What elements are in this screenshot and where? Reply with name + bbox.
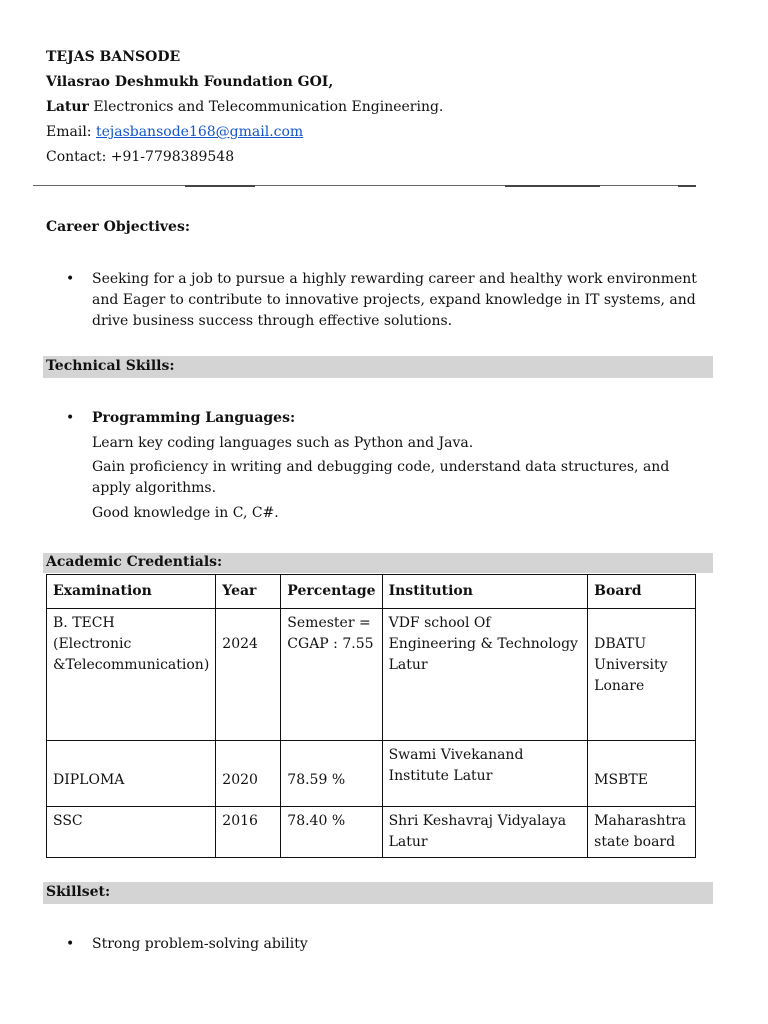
percentage-cell <box>281 609 382 741</box>
table-row <box>47 609 696 741</box>
bullet: • <box>66 271 75 287</box>
institution-cell: Shri Keshavraj Vidyalaya Latur <box>382 807 588 858</box>
board-cell <box>588 609 696 741</box>
programming-subheading: Programming Languages: <box>92 410 296 426</box>
cell-text: University <box>594 657 668 673</box>
academic-heading: Academic Credentials: <box>46 554 223 570</box>
career-objective-text: Seeking for a job to pursue a highly rewarding career and healthy work environment and Eager to contribute to innovative projects, expand knowledge in IT systems, and drive business success through effective solutions. <box>92 271 697 329</box>
email-line <box>46 122 303 143</box>
email-link[interactable]: tejasbansode168@gmail.com <box>95 124 304 140</box>
skillset-item: Strong problem-solving ability <box>92 936 308 952</box>
cell-text: 2024 <box>222 636 258 652</box>
skill-line: Gain proficiency in writing and debugging code, understand data structures, and apply algorithms. <box>92 459 670 496</box>
bullet: • <box>66 936 75 952</box>
percentage-cell <box>281 741 382 807</box>
divider-segment <box>185 185 255 187</box>
skill-line: Good knowledge in C, C#. <box>92 505 279 521</box>
table-row <box>47 807 696 858</box>
cell-text: Lonare <box>594 678 645 694</box>
cell-text: Semester = <box>287 615 371 631</box>
column-header: Board <box>588 575 696 609</box>
bullet: • <box>66 410 75 426</box>
cell-text: (Electronic <box>53 636 132 652</box>
institution-cell: Swami Vivekanand Institute Latur <box>382 741 588 807</box>
department-line <box>46 97 443 118</box>
location-text: Latur <box>46 99 89 115</box>
percentage-cell: 78.40 % <box>281 807 382 858</box>
exam-cell <box>47 609 216 741</box>
board-cell: Maharashtra state board <box>588 807 696 858</box>
cell-text: DIPLOMA <box>53 772 125 788</box>
exam-cell: SSC <box>47 807 216 858</box>
career-heading: Career Objectives: <box>46 219 191 235</box>
technical-heading: Technical Skills: <box>46 358 175 374</box>
section-band <box>43 882 713 904</box>
column-header: Percentage <box>281 575 382 609</box>
skillset-heading: Skillset: <box>46 884 111 900</box>
email-label: Email: <box>46 124 96 140</box>
cell-text: 78.59 % <box>287 772 346 788</box>
column-header: Year <box>216 575 281 609</box>
cell-text: &Telecommunication) <box>53 657 210 673</box>
board-cell <box>588 741 696 807</box>
cell-text: 2020 <box>222 772 258 788</box>
year-cell <box>216 741 281 807</box>
column-header: Institution <box>382 575 588 609</box>
cell-text: B. TECH <box>53 615 115 631</box>
divider-segment <box>505 185 600 187</box>
year-cell: 2016 <box>216 807 281 858</box>
divider-segment <box>678 185 696 187</box>
table-header-row <box>47 575 696 609</box>
cell-text: CGAP : 7.55 <box>287 636 374 652</box>
exam-cell <box>47 741 216 807</box>
table-row <box>47 741 696 807</box>
column-header: Examination <box>47 575 216 609</box>
department-text: Electronics and Telecommunication Engineering. <box>88 99 444 115</box>
year-cell <box>216 609 281 741</box>
cell-text: MSBTE <box>594 772 648 788</box>
academic-table <box>46 574 696 858</box>
cell-text: DBATU <box>594 636 647 652</box>
institution-cell: VDF school Of Engineering & Technology Latur <box>382 609 588 741</box>
candidate-name: TEJAS BANSODE <box>46 49 181 65</box>
contact-line: Contact: +91-7798389548 <box>46 149 235 165</box>
institute-name: Vilasrao Deshmukh Foundation GOI, <box>46 74 334 90</box>
skill-line: Learn key coding languages such as Python and Java. <box>92 435 474 451</box>
